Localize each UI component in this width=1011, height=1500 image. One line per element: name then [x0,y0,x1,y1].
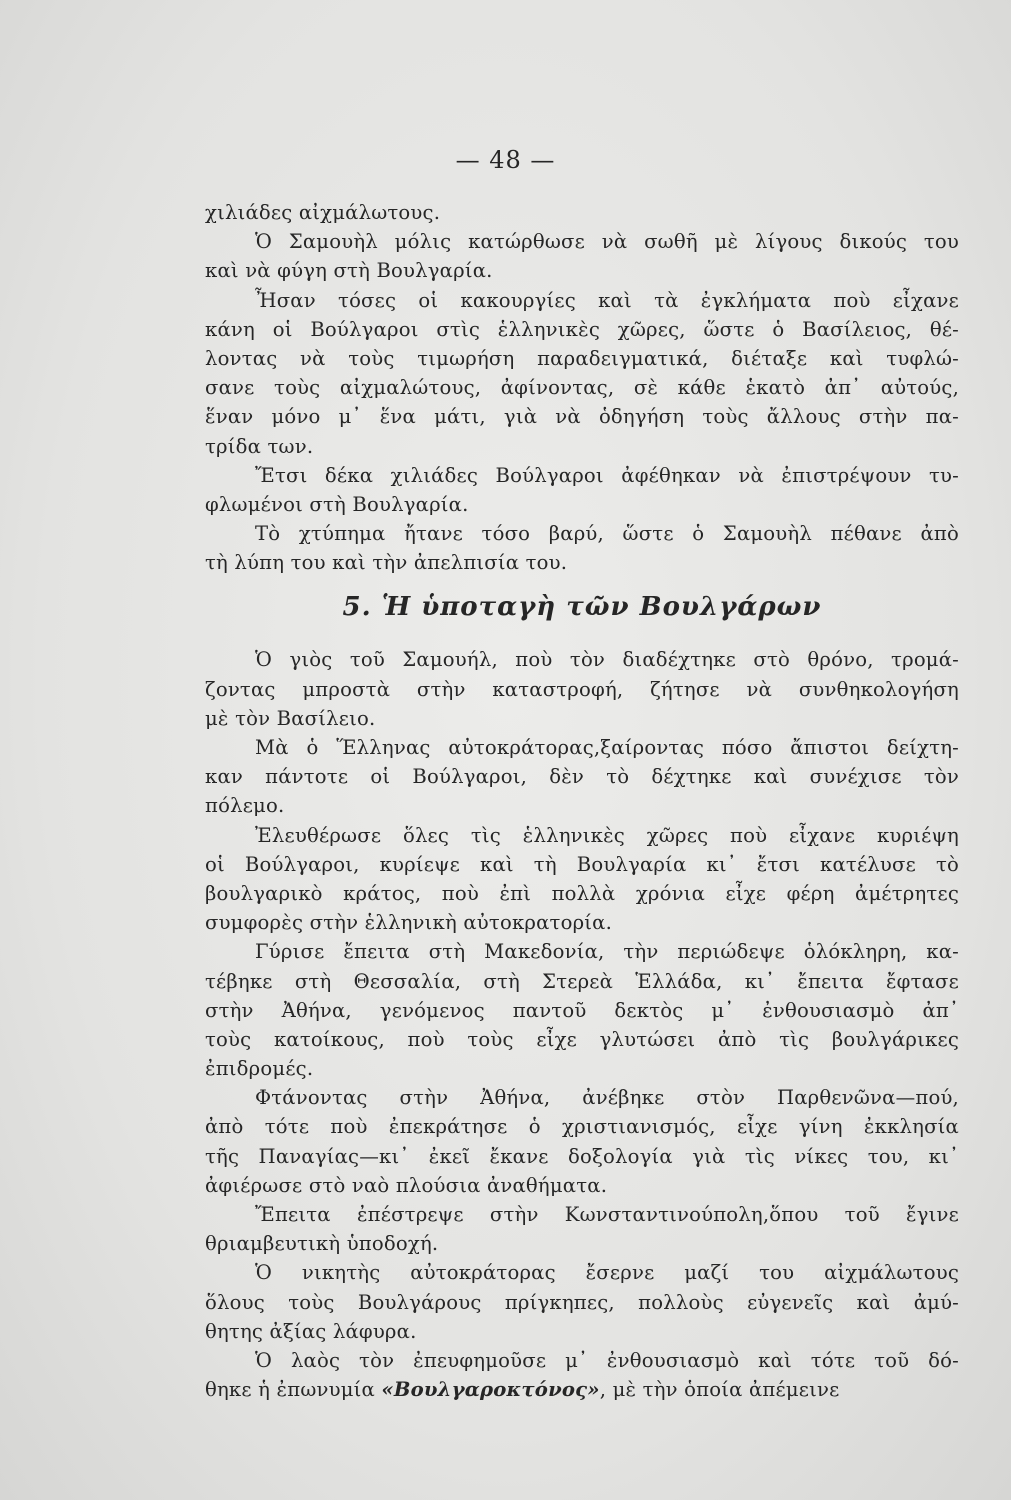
text-line: στὴν Ἀθήνα, γενόμενος παντοῦ δεκτὸς μ᾿ ἐνθουσιασμὸ ἀπ᾿ [205,998,959,1022]
text-line: μὲ τὸν Βασίλειο. [205,706,376,730]
text-line: τέβηκε στὴ Θεσσαλία, στὴ Στερεὰ Ἑλλάδα, κι᾿ ἔπειτα ἔφτασε [205,969,959,993]
text-line: Ὁ λαὸς τὸν ἐπευφημοῦσε μ᾿ ἐνθουσιασμὸ καὶ τότε τοῦ δό- [255,1348,959,1372]
text-line: πόλεμο. [205,794,285,818]
epithet-term: «Βουλγαροκτόνος» [381,1378,600,1402]
text-line: Ὁ γιὸς τοῦ Σαμουήλ, ποὺ τὸν διαδέχτηκε στὸ θρόνο, τρομά- [255,648,959,672]
text-line: Μὰ ὁ Ἕλληνας αὐτοκράτορας,ξαίροντας πόσο ἄπιστοι δείχτη- [255,736,959,759]
text-line: λοντας νὰ τοὺς τιμωρήση παραδειγματικά, διέταξε καὶ τυφλώ- [205,346,959,370]
text-line: ὅλους τοὺς Βουλγάρους πρίγκηπες, πολλοὺς εὐγενεῖς καὶ ἀμύ- [205,1290,959,1314]
text-line: Ἔτσι δέκα χιλιάδες Βούλγαροι ἀφέθηκαν νὰ ἐπιστρέψουν τυ- [255,463,959,487]
text-line: Γύρισε ἔπειτα στὴ Μακεδονία, τὴν περιώδεψε ὁλόκληρη, κα- [255,940,959,964]
text-line: ἀφιέρωσε στὸ ναὸ πλούσια ἀναθήματα. [205,1173,608,1197]
page-number: — 48 — [455,146,556,174]
text-line: συμφορὲς στὴν ἑλληνικὴ αὐτοκρατορία. [205,911,613,935]
text-line: ἀπὸ τότε ποὺ ἐπεκράτησε ὁ χριστιανισμός, εἶχε γίνη ἐκκλησία [205,1115,959,1139]
paragraphs-after-heading [205,645,959,1375]
text-line: ἐπιδρομές. [205,1057,314,1081]
text-line: Φτάνοντας στὴν Ἀθήνα, ἀνέβηκε στὸν Παρθενῶνα—πού, [255,1086,959,1110]
text-line: σανε τοὺς αἰχμαλώτους, ἀφίνοντας, σὲ κάθε ἑκατὸ ἀπ᾿ αὐτούς, [205,376,959,400]
text-line: Ὁ νικητὴς αὐτοκράτορας ἔσερνε μαζί του αἰχμάλωτους [255,1261,959,1285]
text-line: κάνη οἱ Βούλγαροι στὶς ἑλληνικὲς χῶρες, ὥστε ὁ Βασίλειος, θέ- [205,317,959,341]
section-heading: 5. Ἡ ὑποταγὴ τῶν Βουλγάρων [342,592,822,623]
text-line: οἱ Βούλγαροι, κυρίεψε καὶ τὴ Βουλγαρία κι᾿ ἔτσι κατέλυσε τὸ [205,852,959,876]
text-line: τῆς Παναγίας—κι᾿ ἐκεῖ ἔκανε δοξολογία γιὰ τὶς νίκες του, κι᾿ [205,1144,959,1168]
text-line: βουλγαρικὸ κράτος, ποὺ ἐπὶ πολλὰ χρόνια εἶχε φέρη ἀμέτρητες [205,881,959,905]
text-line: χιλιάδες αἰχμάλωτους. [205,201,441,224]
text-line: Τὸ χτύπημα ἤτανε τόσο βαρύ, ὥστε ὁ Σαμουὴλ πέθανε ἀπὸ [255,522,959,546]
text-line: θριαμβευτικὴ ὑποδοχή. [205,1232,439,1256]
text-line: τοὺς κατοίκους, ποὺ τοὺς εἶχε γλυτώσει ἀπὸ τὶς βουλγάρικες [205,1027,959,1051]
text-line: τὴ λύπη του καὶ τὴν ἀπελπισία του. [205,551,568,575]
text-line: Ὁ Σαμουὴλ μόλις κατώρθωσε νὰ σωθῆ μὲ λίγους δικούς του [255,230,959,254]
text-line: ἕναν μόνο μ᾿ ἕνα μάτι, γιὰ νὰ ὁδηγήση τοὺς ἄλλους στὴν πα- [205,405,959,429]
text-line: Ἐλευθέρωσε ὅλες τὶς ἑλληνικὲς χῶρες ποὺ εἶχανε κυριέψη [255,823,959,847]
text-line: θητης ἀξίας λάφυρα. [205,1319,417,1343]
final-line-start: θηκε ἡ ἐπωνυμία [205,1378,382,1402]
text-line-final [205,1375,959,1404]
text-line: τρίδα των. [205,434,314,458]
body-text [205,198,959,1404]
final-line-end: , μὲ τὴν ὁποία ἀπέμεινε [599,1378,840,1402]
text-line: φλωμένοι στὴ Βουλγαρία. [205,492,469,516]
paragraphs-before-heading [205,198,959,577]
text-line: ζοντας μπροστὰ στὴν καταστροφή, ζήτησε νὰ συνθηκολογήση [205,677,959,701]
text-line: Ἔπειτα ἐπέστρεψε στὴν Κωνσταντινούπολη,ὅπου τοῦ ἔγινε [255,1203,959,1226]
text-line: καὶ νὰ φύγη στὴ Βουλγαρία. [205,259,493,283]
text-line: καν πάντοτε οἱ Βούλγαροι, δὲν τὸ δέχτηκε καὶ συνέχισε τὸν [205,765,959,789]
text-line: Ἦσαν τόσες οἱ κακουργίες καὶ τὰ ἐγκλήματα ποὺ εἶχανε [255,288,959,312]
